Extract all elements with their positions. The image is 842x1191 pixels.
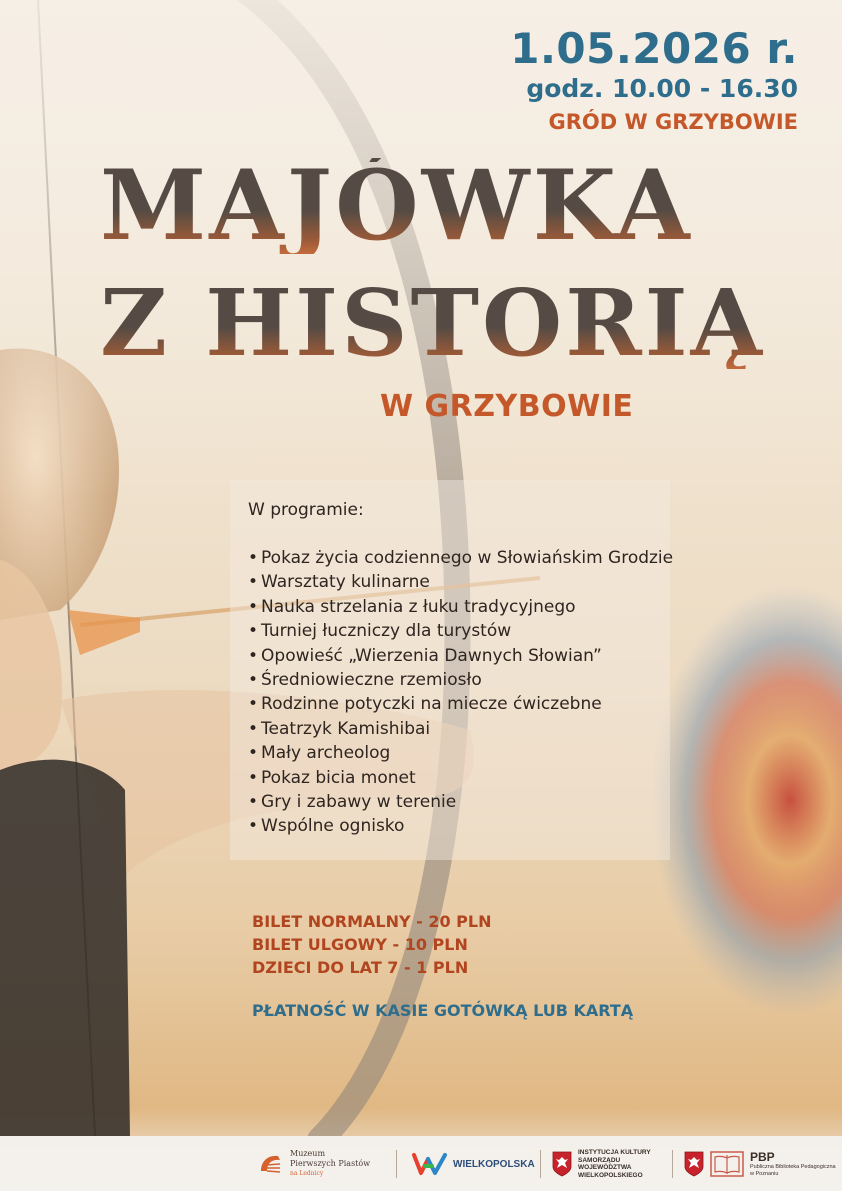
sponsor-footer bbox=[0, 1136, 842, 1191]
instytucja-line3: WOJEWÓDZTWA bbox=[578, 1164, 632, 1171]
muzeum-icon bbox=[258, 1151, 284, 1177]
arrow-fletching bbox=[68, 610, 140, 655]
program-item: • Rodzinne potyczki na miecze ćwiczebne bbox=[248, 694, 602, 715]
muzeum-line3: na Lednicy bbox=[290, 1170, 324, 1177]
title-subtitle: W GRZYBOWIE bbox=[380, 389, 634, 424]
program-item: • Nauka strzelania z łuku tradycyjnego bbox=[248, 596, 576, 617]
logo-muzeum bbox=[258, 1146, 370, 1182]
instytucja-line4: WIELKOPOLSKIEGO bbox=[578, 1171, 643, 1179]
pbp-line2: w Poznaniu bbox=[750, 1171, 779, 1177]
title-line-2: Z HISTORIĄ bbox=[100, 269, 766, 377]
program-item: • Średniowieczne rzemiosło bbox=[248, 669, 482, 690]
event-hours: godz. 10.00 - 16.30 bbox=[526, 74, 798, 103]
program-item: • Pokaz bicia monet bbox=[248, 767, 416, 788]
footer-divider bbox=[540, 1150, 541, 1178]
archery-target bbox=[650, 585, 842, 1015]
muzeum-line2: Pierwszych Piastów bbox=[290, 1159, 371, 1168]
program-list bbox=[248, 546, 673, 839]
program-section bbox=[248, 500, 673, 839]
book-icon bbox=[710, 1150, 744, 1178]
instytucja-line2: SAMORZĄDU bbox=[578, 1156, 621, 1164]
logo-wielkopolska bbox=[412, 1146, 535, 1182]
title-line-1: MAJÓWKA bbox=[100, 149, 693, 262]
eagle-crest-icon bbox=[552, 1151, 572, 1177]
logo-instytucja bbox=[552, 1146, 651, 1182]
event-place: GRÓD W GRZYBOWIE bbox=[548, 110, 798, 134]
program-heading: W programie: bbox=[248, 500, 364, 520]
ticket-prices bbox=[252, 910, 491, 979]
program-item: • Gry i zabawy w terenie bbox=[248, 791, 457, 812]
archer-body bbox=[0, 760, 130, 1136]
event-date: 1.05.2026 r. bbox=[510, 24, 798, 73]
payment-info: PŁATNOŚĆ W KASIE GOTÓWKĄ LUB KARTĄ bbox=[252, 1001, 634, 1020]
program-item: • Wspólne ognisko bbox=[248, 816, 405, 837]
event-info bbox=[510, 26, 798, 136]
program-item: • Teatrzyk Kamishibai bbox=[248, 718, 431, 739]
muzeum-line1: Muzeum bbox=[290, 1149, 326, 1158]
program-item: • Turniej łuczniczy dla turystów bbox=[248, 621, 512, 642]
logo-pbp bbox=[684, 1146, 836, 1182]
instytucja-line1: INSTYTUCJA KULTURY bbox=[578, 1149, 651, 1156]
footer-divider bbox=[396, 1150, 397, 1178]
wielkopolska-label: WIELKOPOLSKA bbox=[453, 1158, 535, 1170]
wielkopolska-icon bbox=[412, 1151, 448, 1177]
pbp-line1: Publiczna Biblioteka Pedagogiczna bbox=[750, 1164, 836, 1170]
ticket-reduced: BILET ULGOWY - 10 PLN bbox=[252, 935, 468, 954]
program-item: • Opowieść „Wierzenia Dawnych Słowian” bbox=[248, 645, 602, 666]
footer-divider bbox=[672, 1150, 673, 1178]
eagle-crest-icon bbox=[684, 1151, 704, 1177]
program-item: • Pokaz życia codziennego w Słowiańskim Grodzie bbox=[248, 548, 674, 568]
pbp-abbr: PBP bbox=[750, 1150, 775, 1164]
ticket-children: DZIECI DO LAT 7 - 1 PLN bbox=[252, 958, 469, 977]
ticket-normal: BILET NORMALNY - 20 PLN bbox=[252, 912, 492, 931]
program-item: • Mały archeolog bbox=[248, 743, 391, 764]
program-item: • Warsztaty kulinarne bbox=[248, 572, 430, 593]
